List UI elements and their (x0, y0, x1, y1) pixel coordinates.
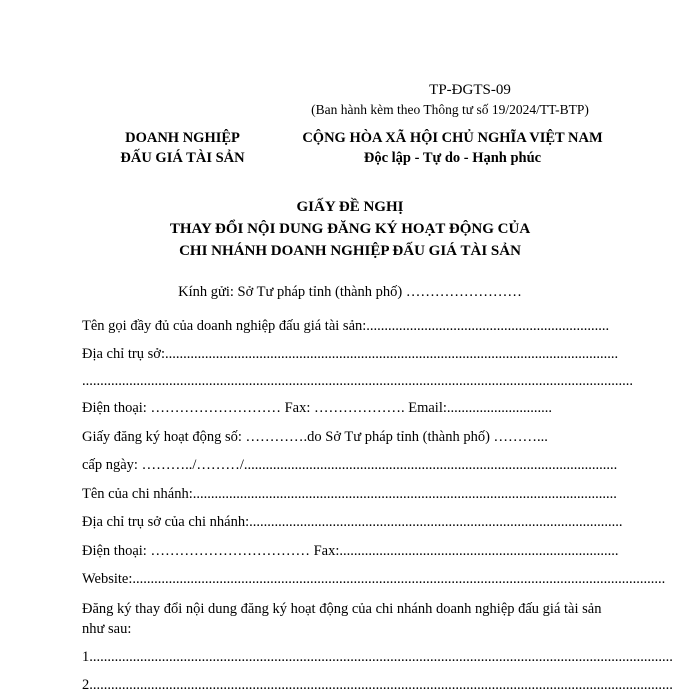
field-branch-phone-fax: Điện thoại: …………………………… Fax:............................................................................. (82, 543, 619, 559)
form-note: (Ban hành kèm theo Thông tư số 19/2024/TT-BTP) (311, 102, 589, 117)
field-contact-phone-fax-email: Điện thoại: ……………………… Fax: ………………. Email:............................. (82, 400, 553, 416)
field-head-office-address: Địa chỉ trụ sở:............................................................................................................................. (82, 346, 619, 362)
document-title-line1: GIẤY ĐỀ NGHỊ (296, 199, 404, 215)
org-name-line1: DOANH NGHIỆP (125, 130, 240, 146)
field-registration-number: Giấy đăng ký hoạt động số: ………….do Sở Tư pháp tỉnh (thành phố) ………... (82, 429, 548, 445)
field-address-continued: ........................................................................................................................................................ (82, 373, 633, 389)
change-request-paragraph: Đăng ký thay đổi nội dung đăng ký hoạt động của chi nhánh doanh nghiệp đấu giá tài sản như sau: (82, 601, 602, 637)
document-title-line3: CHI NHÁNH DOANH NGHIỆP ĐẤU GIÁ TÀI SẢN (179, 243, 521, 259)
field-website: Website:................................................................................................................................................... (82, 571, 666, 587)
org-name-line2: ĐẤU GIÁ TÀI SẢN (120, 150, 245, 166)
field-branch-address: Địa chỉ trụ sở của chi nhánh:....................................................................................................... (82, 514, 623, 530)
document-title-line2: THAY ĐỔI NỘI DUNG ĐĂNG KÝ HOẠT ĐỘNG CỦA (169, 221, 531, 237)
numbered-item-2: 2................................................................................................................................................................. (82, 677, 673, 693)
national-motto: Độc lập - Tự do - Hạnh phúc (363, 150, 542, 166)
numbered-item-1: 1................................................................................................................................................................. (82, 649, 673, 665)
form-code: TP-ĐGTS-09 (429, 82, 511, 98)
field-branch-name: Tên của chi nhánh:..................................................................................................................... (82, 486, 617, 502)
field-issue-date: cấp ngày: ………../………/....................................................................................................... (82, 457, 618, 473)
field-business-name: Tên gọi đầy đủ của doanh nghiệp đấu giá tài sản:................................................................... (82, 318, 610, 334)
national-title: CỘNG HÒA XÃ HỘI CHỦ NGHĨA VIỆT NAM (302, 130, 603, 146)
recipient-line: Kính gửi: Sở Tư pháp tỉnh (thành phố) …………………… (178, 284, 522, 300)
